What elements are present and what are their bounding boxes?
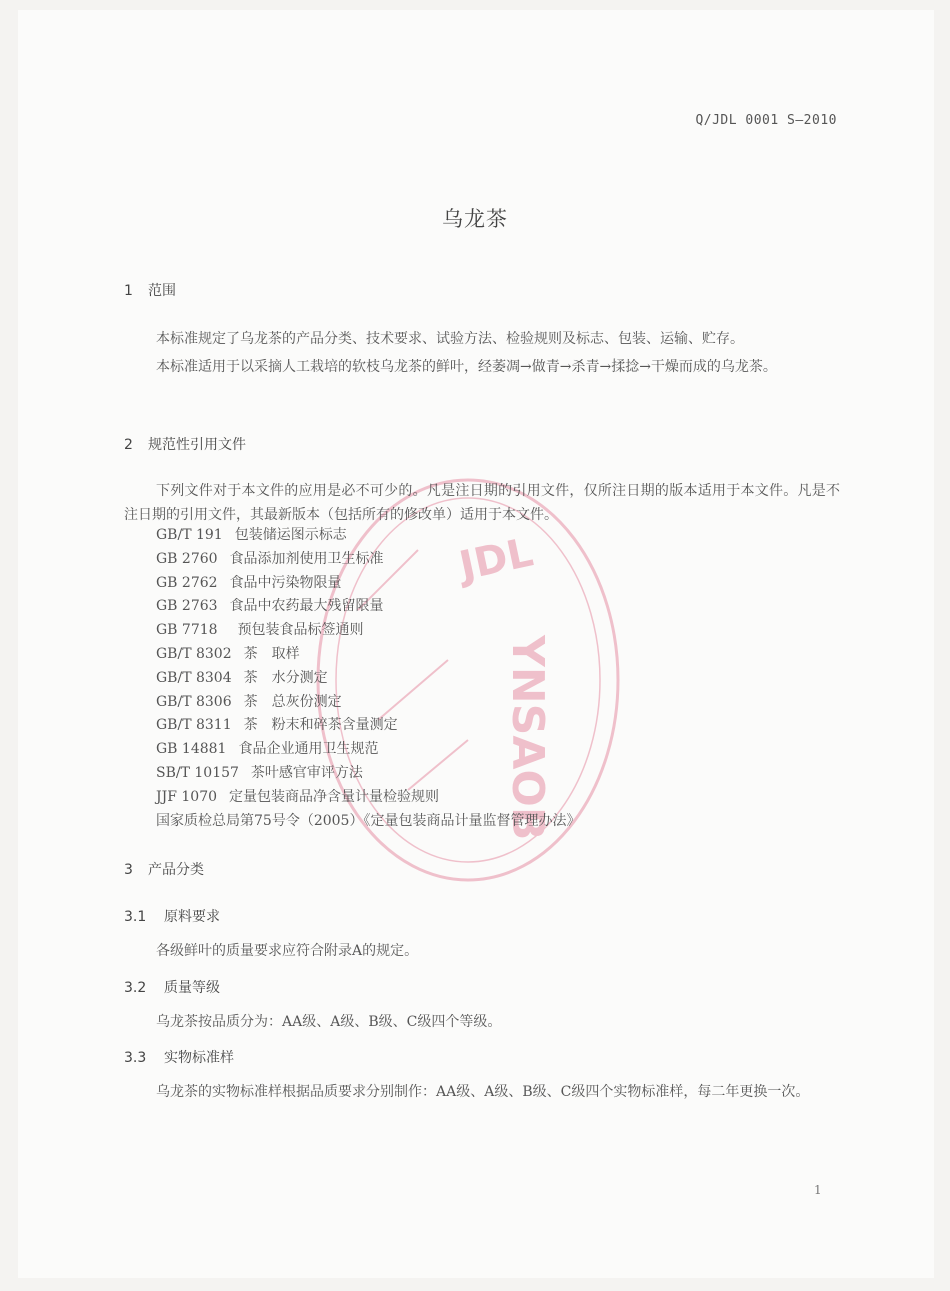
section-3-1-text: 各级鲜叶的质量要求应符合附录A的规定。: [156, 943, 419, 959]
section-2-heading: [124, 434, 246, 454]
reference-title: 国家质检总局第75号令（2005）《定量包装商品计量监督管理办法》: [156, 812, 581, 829]
page-title: 乌龙茶: [442, 207, 508, 231]
reference-item: [156, 548, 580, 572]
references-intro: 下列文件对于本文件的应用是必不可少的。凡是注日期的引用文件，仅所注日期的版本适用于本文件。凡是不注日期的引用文件，其最新版本（包括所有的修改单）适用于本文件。: [124, 483, 840, 523]
reference-code: GB/T 8302: [156, 645, 232, 662]
section-number: 1: [124, 283, 133, 299]
reference-code: GB 2762: [156, 574, 218, 591]
scope-paragraph-1: 本标准规定了乌龙茶的产品分类、技术要求、试验方法、检验规则及标志、包装、运输、贮存。: [156, 331, 744, 347]
reference-code: JJF 1070: [156, 788, 218, 805]
section-title: 实物标准样: [164, 1050, 234, 1066]
reference-title: 预包装食品标签通则: [237, 622, 364, 639]
reference-item: [156, 643, 580, 667]
reference-item: [156, 786, 580, 810]
reference-title: 茶 粉末和碎茶含量测定: [243, 717, 398, 734]
section-1-heading: [124, 280, 176, 300]
section-3-heading: [124, 859, 204, 879]
reference-code: GB/T 191: [156, 527, 223, 543]
section-title: 范围: [148, 283, 176, 299]
section-3-3-heading: [124, 1047, 234, 1067]
svg-text:YNSAOB: YNSAOB: [502, 635, 553, 841]
reference-item: [156, 714, 580, 738]
reference-title: 食品企业通用卫生规范: [238, 741, 379, 758]
section-number: 2: [124, 437, 133, 453]
page-number: 1: [814, 1183, 822, 1197]
reference-title: 茶 取样: [243, 645, 300, 662]
reference-title: 定量包装商品净含量计量检验规则: [229, 788, 440, 805]
section-title: 产品分类: [148, 862, 204, 878]
reference-item: [156, 762, 580, 786]
reference-code: SB/T 10157: [156, 764, 239, 781]
reference-title: 包装储运图示标志: [234, 527, 347, 543]
reference-item: [156, 667, 580, 691]
reference-code: GB 7718: [156, 622, 218, 639]
reference-code: GB 14881: [156, 741, 227, 758]
reference-item: [156, 810, 580, 834]
section-3-3-text: 乌龙茶的实物标准样根据品质要求分别制作：AA级、A级、B级、C级四个实物标准样，每二年更换一次。: [156, 1084, 810, 1100]
scope-paragraph-2: 本标准适用于以采摘人工栽培的软枝乌龙茶的鲜叶，经萎凋→做青→杀青→揉捻→干燥而成的乌龙茶。: [156, 359, 777, 375]
section-number: 3: [124, 862, 133, 878]
reference-item: [156, 738, 580, 762]
reference-title: 食品中农药最大残留限量: [229, 598, 384, 615]
section-title: 规范性引用文件: [148, 437, 246, 453]
reference-code: GB/T 8311: [156, 717, 232, 734]
reference-code: GB/T 8306: [156, 693, 232, 710]
svg-text:JDL: JDL: [455, 529, 538, 590]
section-number: 3.2: [124, 980, 147, 996]
reference-item: [156, 619, 580, 643]
reference-item: [156, 691, 580, 715]
section-3-1-heading: [124, 906, 220, 926]
reference-code: GB 2760: [156, 550, 218, 567]
reference-item: [156, 595, 580, 619]
section-title: 质量等级: [164, 980, 220, 996]
reference-code: GB 2763: [156, 598, 218, 615]
section-3-2-heading: [124, 977, 220, 997]
document-code: Q/JDL 0001 S—2010: [695, 113, 837, 128]
section-number: 3.1: [124, 909, 147, 925]
reference-item: [156, 572, 580, 596]
reference-title: 茶 总灰份测定: [243, 693, 342, 710]
reference-code: GB/T 8304: [156, 669, 232, 686]
reference-title: 食品添加剂使用卫生标准: [229, 550, 384, 567]
reference-item: [156, 524, 580, 548]
section-3-2-text: 乌龙茶按品质分为：AA级、A级、B级、C级四个等级。: [156, 1014, 502, 1030]
reference-title: 茶叶感官审评方法: [250, 764, 363, 781]
reference-title: 茶 水分测定: [243, 669, 328, 686]
section-title: 原料要求: [164, 909, 220, 925]
section-number: 3.3: [124, 1050, 147, 1066]
reference-title: 食品中污染物限量: [229, 574, 342, 591]
reference-list: [156, 524, 580, 833]
